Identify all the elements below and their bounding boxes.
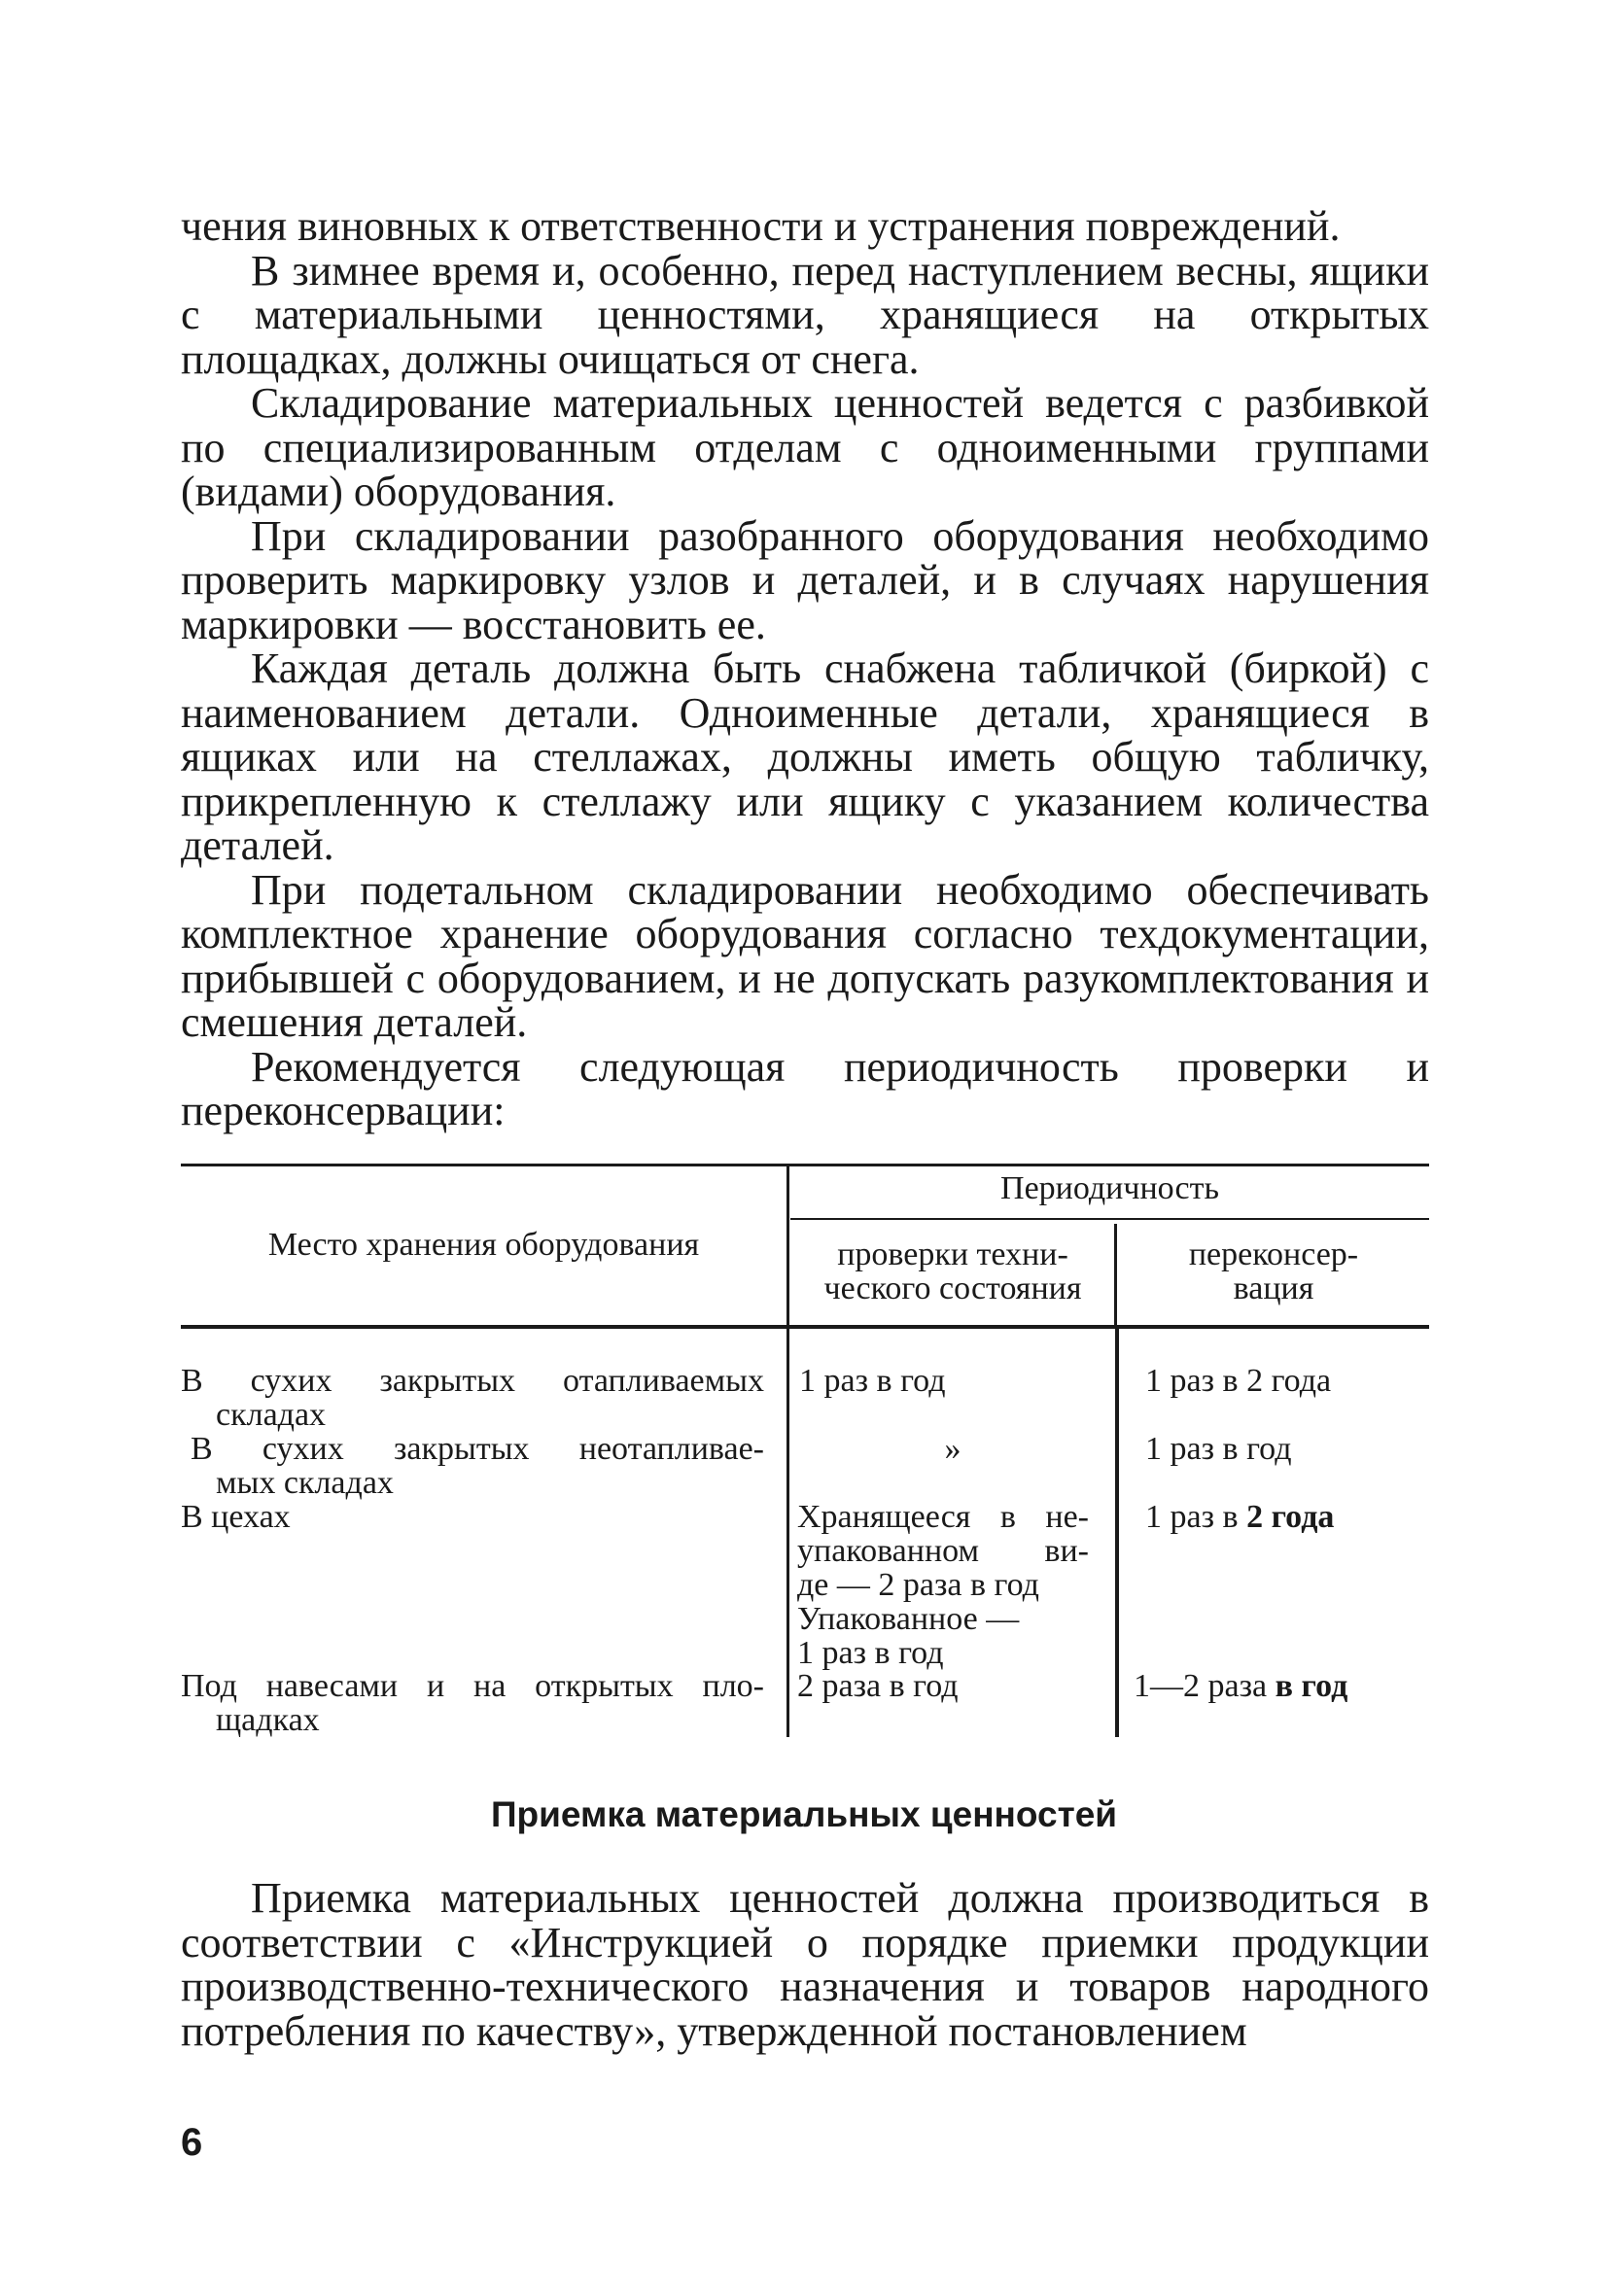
header-check-line: проверки техни- [837,1236,1068,1272]
paragraph-6: При подетальном складировании необходимо обеспечивать комплектное хранение оборудования согласно техдокументации, прибывшей с оборудованием, и не допускать разукомплектования и смешения деталей. [181,865,1429,1046]
paragraph-5: Каждая деталь должна быть снабжена табличкой (биркой) с наименованием детали. Одноименные детали, хранящиеся в ящиках или на стеллажах, должны иметь общую табличку, прикрепленную к стеллажу или ящику с указанием количества деталей. [181,644,1429,869]
table-row-place [191,1432,764,1500]
table-column-divider [1114,1224,1117,1325]
check-line: Упакованное — [797,1601,1020,1637]
table-column-divider [787,1164,789,1737]
section-heading: Приемка материальных ценностей [490,1794,1118,1834]
table-top-rule [181,1164,1429,1166]
check-line: упакованном ви- [797,1533,1089,1569]
section-paragraph: Приемка материальных ценностей должна производиться в соответствии с «Инструкцией о порядке приемки продукции производственно-технического назначения и товаров народного потребления по качеству», утвержденной постановлением [181,1874,1429,2055]
header-check-line: ческого состояния [823,1270,1082,1306]
place-line: складах [216,1397,327,1433]
recons-text: 1 раз в [1145,1499,1247,1535]
check-line: Хранящееся в не- [797,1499,1089,1535]
header-recons-line: переконсер- [1188,1236,1359,1272]
paragraph-7: Рекомендуется следующая периодичность проверки и переконсервации: [181,1042,1429,1134]
table-row-recons [1145,1500,1417,1534]
table-subheader-rule [790,1218,1429,1220]
table-row-recons [1134,1669,1406,1703]
paragraph-3: Складирование материальных ценностей ведется с разбивкой по специализированным отделам с одноименными группами (видами) оборудования. [181,379,1429,515]
table-row-recons: 1 раз в 2 года [1145,1363,1332,1399]
table-row-check: 1 раз в год [799,1363,946,1399]
paragraph-2: В зимнее время и, особенно, перед наступлением весны, ящики с материальными ценностями, хранящиеся на открытых площадках, должны очищаться от снега. [181,246,1429,383]
place-line: В сухих закрытых неотапливае- [191,1431,764,1467]
table-row-recons: 1 раз в год [1145,1431,1292,1467]
table-row-place [181,1364,764,1432]
table-row-check [797,1500,1089,1670]
table-row-place [181,1669,764,1737]
recons-text-bold: в год [1275,1668,1348,1704]
header-reconservation [1118,1237,1429,1305]
check-line: де — 2 раза в год [797,1567,1039,1603]
recons-text: 1—2 раза [1134,1668,1276,1704]
place-line: Под навесами и на открытых пло- [181,1668,764,1704]
body-text [181,204,1429,1133]
table-row-check: » [944,1431,961,1467]
recons-text-bold: 2 года [1246,1499,1335,1535]
header-check [791,1237,1114,1305]
place-line: щадках [216,1702,320,1738]
header-place: Место хранения оборудования [267,1227,700,1263]
page-number: 6 [181,2121,203,2164]
table-column-divider [1115,1329,1119,1737]
place-line: В сухих закрытых отапливаемых [181,1363,764,1399]
place-line: мых складах [216,1465,394,1501]
paragraph-1: чения виновных к ответственности и устранения повреждений. [181,202,1341,250]
header-recons-line: вация [1233,1270,1314,1306]
paragraph-4: При складировании разобранного оборудования необходимо проверить маркировку узлов и деталей, и в случаях нарушения маркировки — восстановить ее. [181,511,1429,648]
table-row-place [181,1500,764,1534]
check-line: 1 раз в год [797,1635,944,1671]
place-line: В цехах [181,1499,291,1535]
header-period: Периодичность [1000,1170,1219,1206]
table-row-check: 2 раза в год [797,1668,959,1704]
section-body [181,1876,1429,2053]
table-header-rule [181,1325,1429,1329]
